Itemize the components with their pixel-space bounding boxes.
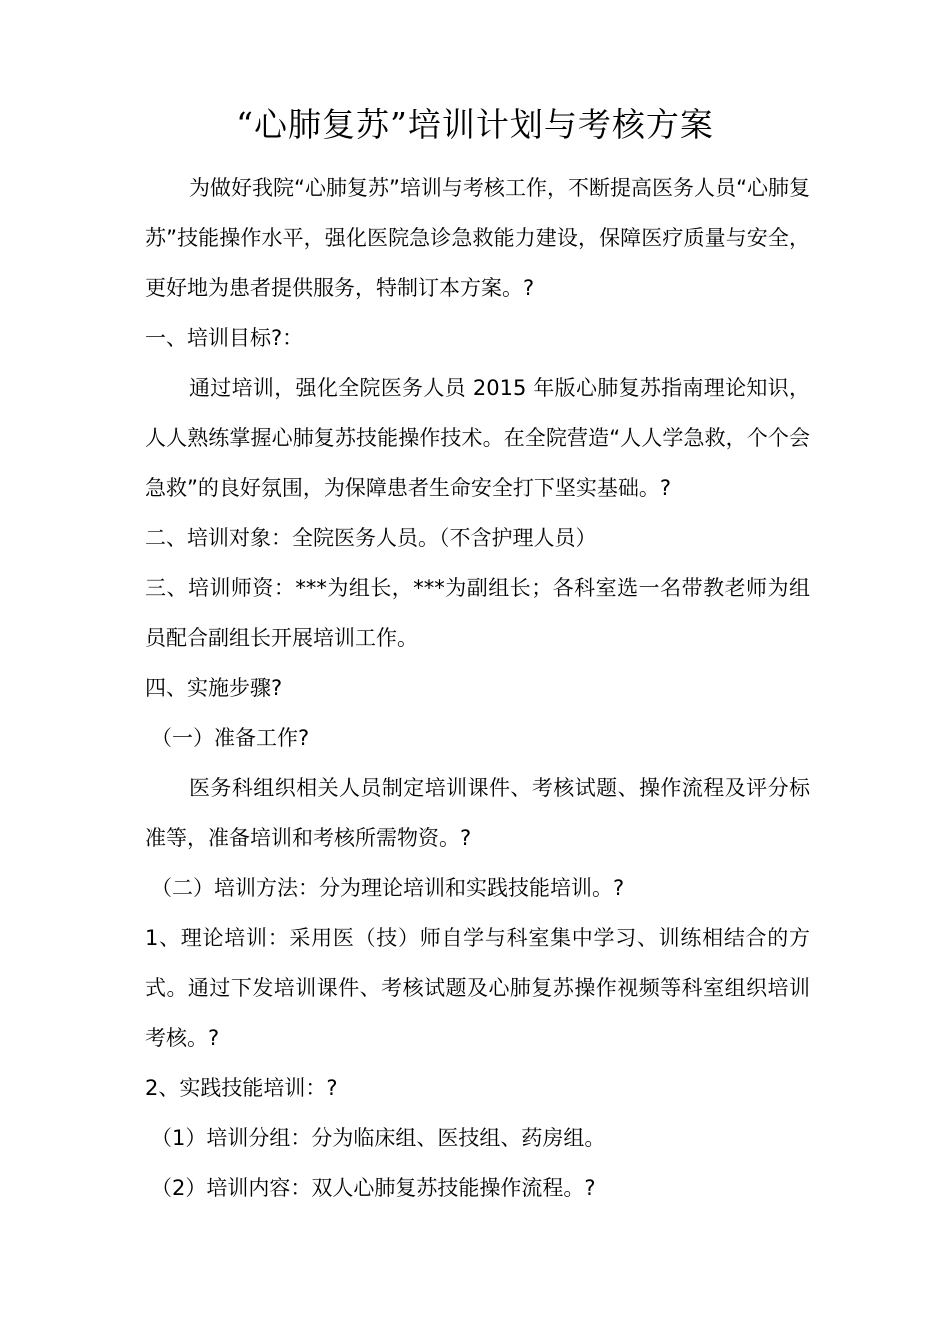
- intro-paragraph: 为做好我院“心肺复苏”培训与考核工作，不断提高医务人员“心肺复苏”技能操作水平，强化医院急诊急救能力建设，保障医疗质量与安全，更好地为患者提供服务，特制订本方案。?: [145, 176, 810, 300]
- subsection-1-heading: （一）准备工作?: [151, 726, 310, 750]
- section-4-heading: 四、实施步骤?: [145, 676, 283, 700]
- list-item-2-1: （1）培训分组：分为临床组、医技组、药房组。: [151, 1126, 606, 1150]
- section-1-paragraph: 通过培训，强化全院医务人员 2015 年版心肺复苏指南理论知识，人人熟练掌握心肺复苏技能操作技术。在全院营造“人人学急救，个个会急救”的良好氛围，为保障患者生命安全打下坚实基础。?: [145, 376, 810, 500]
- document-body: [145, 163, 810, 1213]
- subsection-2-heading: （二）培训方法：分为理论培训和实践技能培训。?: [151, 876, 625, 900]
- list-item-2-2: （2）培训内容：双人心肺复苏技能操作流程。?: [151, 1176, 596, 1200]
- subsection-1-paragraph: 医务科组织相关人员制定培训课件、考核试题、操作流程及评分标准等，准备培训和考核所需物资。?: [145, 776, 810, 850]
- section-2-paragraph: 二、培训对象：全院医务人员。（不含护理人员）: [145, 526, 597, 550]
- list-item-2: 2、实践技能培训：?: [145, 1076, 338, 1100]
- section-1-heading: 一、培训目标?：: [145, 326, 304, 350]
- section-3-paragraph: 三、培训师资：***为组长，***为副组长；各科室选一名带教老师为组员配合副组长开展培训工作。: [145, 576, 810, 650]
- document-title: “心肺复苏”培训计划与考核方案: [236, 105, 714, 144]
- list-item-1: 1、理论培训：采用医（技）师自学与科室集中学习、训练相结合的方式。通过下发培训课件、考核试题及心肺复苏操作视频等科室组织培训考核。?: [145, 926, 810, 1050]
